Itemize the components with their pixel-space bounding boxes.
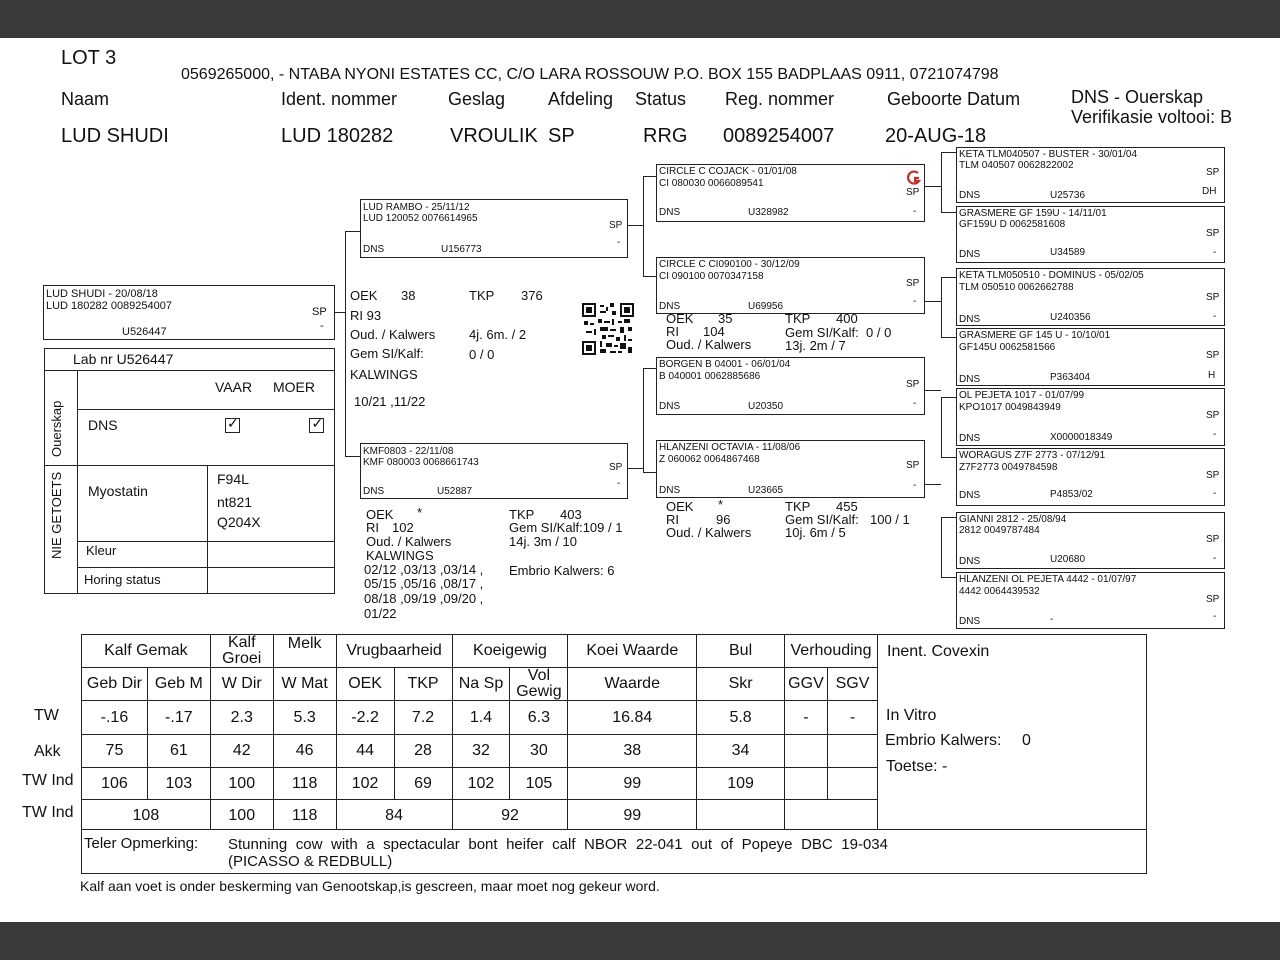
gp-dns: DNS bbox=[659, 401, 681, 412]
gp-sp: SP bbox=[906, 379, 920, 390]
row-label-twind-2: TW Ind bbox=[22, 804, 74, 821]
ggp-code: P363404 bbox=[1050, 372, 1091, 383]
gp4-oek-label: OEK bbox=[666, 499, 694, 514]
ggp-code: U20680 bbox=[1050, 554, 1086, 565]
table-cell: 106 bbox=[82, 768, 148, 800]
table-cell: 5.3 bbox=[273, 701, 336, 735]
great-grandparent-box bbox=[956, 206, 1225, 263]
myostatin-label: Myostatin bbox=[88, 483, 148, 499]
dam-tkp: 403 bbox=[560, 507, 582, 522]
connector bbox=[345, 231, 360, 232]
table-cell: 30 bbox=[510, 735, 568, 768]
table-cell: 75 bbox=[82, 735, 148, 768]
table-cell: -2.2 bbox=[336, 701, 394, 735]
connector bbox=[628, 468, 643, 469]
teler-label: Teler Opmerking: bbox=[84, 835, 199, 852]
table-cell: - bbox=[784, 701, 827, 735]
connector bbox=[925, 301, 941, 302]
gp-dash: - bbox=[913, 398, 917, 409]
label-afdeling: Afdeling bbox=[548, 89, 614, 109]
in-vitro-text: In Vitro bbox=[886, 707, 937, 724]
animal-id: LUD 180282 0089254007 bbox=[46, 300, 173, 312]
sire-box bbox=[360, 199, 628, 258]
sire-oud-label: Oud. / Kalwers bbox=[350, 327, 436, 342]
ggp-sp: SP bbox=[1206, 167, 1220, 178]
gp4-gem-label: Gem SI/Kalf: bbox=[785, 512, 859, 527]
gp2-ri: 104 bbox=[703, 324, 725, 339]
great-grandparent-box bbox=[956, 328, 1225, 386]
table-cell: 5.8 bbox=[697, 701, 785, 735]
ggp-id: 2812 0049787484 bbox=[959, 525, 1040, 536]
col-tkp: TKP bbox=[394, 668, 452, 701]
connector bbox=[941, 277, 956, 278]
bottom-bar bbox=[0, 922, 1280, 960]
sire-gem: 0 / 0 bbox=[469, 347, 495, 362]
table-cell: 100 bbox=[210, 800, 273, 832]
connector bbox=[643, 472, 656, 473]
col-waarde: Waarde bbox=[568, 668, 697, 701]
connector bbox=[925, 186, 941, 187]
table-cell: 118 bbox=[273, 800, 336, 832]
col-na-sp: Na Sp bbox=[452, 668, 510, 701]
ebv-table bbox=[81, 634, 878, 832]
connector bbox=[941, 212, 956, 213]
row-label-tw: TW bbox=[34, 707, 59, 724]
gp4-tkp: 455 bbox=[836, 499, 858, 514]
owner-line: 0569265000, - NTABA NYONI ESTATES CC, C/O LARA ROSSOUW P.O. BOX 155 BADPLAAS 0911, 0721074798 bbox=[181, 66, 999, 83]
dam-tkp-label: TKP bbox=[509, 507, 535, 522]
table-cell: 92 bbox=[452, 800, 568, 832]
sire-code: U156773 bbox=[441, 244, 482, 255]
sire-sp: SP bbox=[609, 220, 623, 231]
gp2-gem: 0 / 0 bbox=[866, 325, 892, 340]
table-cell: 7.2 bbox=[394, 701, 452, 735]
ggp-dns: DNS bbox=[959, 616, 981, 627]
connector bbox=[345, 456, 360, 457]
side-panel bbox=[877, 634, 1147, 830]
sire-kalw-dates: 10/21 ,11/22 bbox=[354, 394, 426, 409]
table-cell: 69 bbox=[394, 768, 452, 800]
gp-title: CIRCLE C COJACK - 01/01/08 bbox=[659, 166, 797, 177]
ggp-tag: DH bbox=[1202, 186, 1217, 197]
table-cell: 28 bbox=[394, 735, 452, 768]
col-vol-gewig: Vol Gewig bbox=[510, 668, 568, 701]
group-verhouding: Verhouding bbox=[784, 635, 877, 668]
group-kalf-groei: Kalf Groei bbox=[210, 635, 273, 668]
connector bbox=[941, 152, 942, 212]
sire-id: LUD 120052 0076614965 bbox=[363, 213, 478, 224]
footer-note: Kalf aan voet is onder beskerming van Genootskap,is gescreen, maar moet nog gekeur word. bbox=[80, 878, 660, 894]
gp4-oud: 10j. 6m / 5 bbox=[785, 525, 846, 540]
row-label-akk: Akk bbox=[34, 743, 61, 760]
ggp-tag: H bbox=[1208, 370, 1216, 381]
ggp-code: X0000018349 bbox=[1050, 432, 1113, 443]
animal-sp: SP bbox=[312, 306, 327, 318]
col-oek: OEK bbox=[336, 668, 394, 701]
value-ident: LUD 180282 bbox=[281, 125, 394, 147]
gp-title: HLANZENI OCTAVIA - 11/08/06 bbox=[659, 442, 801, 453]
top-bar bbox=[0, 0, 1280, 38]
dam-id: KMF 080003 0068661743 bbox=[363, 457, 479, 468]
table-cell: 1.4 bbox=[452, 701, 510, 735]
gp-sp: SP bbox=[906, 278, 920, 289]
connector bbox=[941, 397, 956, 398]
ggp-sp: SP bbox=[1206, 410, 1220, 421]
myo-value-2: nt821 bbox=[217, 494, 253, 510]
gp-code: U23665 bbox=[748, 485, 784, 496]
col-w-dir: W Dir bbox=[210, 668, 273, 701]
ggp-tag: - bbox=[1213, 311, 1217, 322]
table-cell: 99 bbox=[568, 768, 697, 800]
label-status: Status bbox=[635, 89, 687, 109]
gp-dash: - bbox=[913, 206, 917, 217]
table-cell: 118 bbox=[273, 768, 336, 800]
ggp-code: U240356 bbox=[1050, 312, 1091, 323]
dam-code: U52887 bbox=[437, 486, 473, 497]
ggp-id: GF145U 0062581566 bbox=[959, 342, 1056, 353]
teler-row bbox=[81, 829, 1147, 874]
label-geslag: Geslag bbox=[448, 89, 506, 109]
ggp-title: KETA TLM040507 - BUSTER - 30/01/04 bbox=[959, 149, 1138, 160]
connector bbox=[643, 368, 656, 369]
sire-tkp-label: TKP bbox=[469, 288, 495, 303]
ggp-code: U25736 bbox=[1050, 190, 1086, 201]
myo-value-3: Q204X bbox=[217, 514, 261, 530]
value-reg: 0089254007 bbox=[723, 125, 835, 147]
gp4-oud-label: Oud. / Kalwers bbox=[666, 525, 752, 540]
group-vrugbaarheid: Vrugbaarheid bbox=[336, 635, 452, 668]
table-cell: 34 bbox=[697, 735, 785, 768]
sire-title: LUD RAMBO - 25/11/12 bbox=[363, 202, 470, 213]
great-grandparent-box bbox=[956, 147, 1225, 203]
group-koei-waarde: Koei Waarde bbox=[568, 635, 697, 668]
value-afdeling: SP bbox=[548, 125, 575, 147]
gp2-ri-label: RI bbox=[666, 324, 679, 339]
ggp-tag: - bbox=[1213, 429, 1217, 440]
connector bbox=[334, 312, 345, 313]
gp-dns: DNS bbox=[659, 485, 681, 496]
ggp-id: Z7F2773 0049784598 bbox=[959, 462, 1058, 473]
sire-ri: RI 93 bbox=[350, 308, 382, 323]
ggp-dns: DNS bbox=[959, 314, 981, 325]
connector bbox=[628, 225, 643, 226]
col-geb-m: Geb M bbox=[147, 668, 210, 701]
animal-dash: - bbox=[320, 320, 324, 332]
gp2-tkp: 400 bbox=[836, 311, 858, 326]
dam-ri-label: RI bbox=[366, 520, 379, 535]
table-row-twind bbox=[82, 768, 878, 800]
dam-kalwings: KALWINGS bbox=[366, 548, 434, 563]
ggp-dns: DNS bbox=[959, 490, 981, 501]
connector bbox=[643, 176, 644, 276]
connector bbox=[941, 397, 942, 457]
qr-code-icon bbox=[582, 303, 634, 355]
gp4-ri: 96 bbox=[716, 512, 731, 527]
gp2-oek-label: OEK bbox=[666, 311, 694, 326]
table-row-twind-summary bbox=[82, 800, 878, 832]
table-cell: 108 bbox=[82, 800, 211, 832]
gp2-gem-label: Gem SI/Kalf: bbox=[785, 325, 859, 340]
dam-oud-value: 14j. 3m / 10 bbox=[509, 534, 577, 549]
ggp-title: KETA TLM050510 - DOMINUS - 05/02/05 bbox=[959, 270, 1144, 281]
dam-embrio: Embrio Kalwers: 6 bbox=[509, 563, 615, 578]
dam-dns: DNS bbox=[363, 486, 385, 497]
vaar-check-icon bbox=[225, 418, 240, 433]
table-cell: - bbox=[827, 701, 877, 735]
table-cell: 102 bbox=[452, 768, 510, 800]
label-naam: Naam bbox=[61, 89, 110, 109]
animal-title: LUD SHUDI - 20/08/18 bbox=[46, 288, 158, 300]
great-grandparent-box bbox=[956, 268, 1225, 326]
group-koeigewig: Koeigewig bbox=[452, 635, 568, 668]
dam-box bbox=[360, 443, 628, 499]
gp-dns: DNS bbox=[659, 207, 681, 218]
table-cell: 44 bbox=[336, 735, 394, 768]
connector bbox=[345, 231, 346, 456]
gp-code: U328982 bbox=[748, 207, 789, 218]
dam-oud-label: Oud. / Kalwers bbox=[366, 534, 452, 549]
sire-dns: DNS bbox=[363, 244, 385, 255]
label-dns-ouerskap: DNS - Ouerskap bbox=[1071, 87, 1204, 107]
ggp-title: GRASMERE GF 159U - 14/11/01 bbox=[959, 208, 1107, 219]
moer-check-icon bbox=[309, 418, 324, 433]
ggp-dns: DNS bbox=[959, 433, 981, 444]
connector bbox=[941, 337, 956, 338]
label-geboorte: Geboorte Datum bbox=[887, 89, 1021, 109]
gp-dash: - bbox=[913, 296, 917, 307]
gp4-tkp-label: TKP bbox=[785, 499, 811, 514]
table-cell bbox=[784, 735, 827, 768]
connector bbox=[941, 577, 956, 578]
ggp-sp: SP bbox=[1206, 228, 1220, 239]
ggp-id: GF159U D 0062581608 bbox=[959, 219, 1066, 230]
dns-label: DNS bbox=[88, 417, 118, 433]
table-cell bbox=[784, 800, 877, 832]
ggp-sp: SP bbox=[1206, 594, 1220, 605]
table-cell: 61 bbox=[147, 735, 210, 768]
ggp-id: TLM 040507 0062822002 bbox=[959, 160, 1074, 171]
dam-sp: SP bbox=[609, 462, 623, 473]
ggp-tag: - bbox=[1213, 247, 1217, 258]
table-cell: 2.3 bbox=[210, 701, 273, 735]
value-geslag: VROULIK bbox=[450, 125, 538, 147]
dam-dates-1: 02/12 ,03/13 ,03/14 , bbox=[364, 562, 484, 577]
ggp-id: TLM 050510 0062662788 bbox=[959, 282, 1074, 293]
nie-getoets-label: NIE GETOETS bbox=[49, 471, 64, 559]
grandparent-box bbox=[656, 357, 925, 415]
sire-gem-label: Gem SI/Kalf: bbox=[350, 346, 424, 361]
dam-dates-4: 01/22 bbox=[364, 606, 397, 621]
gp-id: Z 060062 0064867468 bbox=[659, 454, 760, 465]
col-geb-dir: Geb Dir bbox=[82, 668, 148, 701]
table-cell: 42 bbox=[210, 735, 273, 768]
grandparent-box bbox=[656, 440, 925, 498]
group-melk: Melk bbox=[273, 635, 336, 668]
gp4-oek: * bbox=[718, 497, 724, 512]
ggp-title: HLANZENI OL PEJETA 4442 - 01/07/97 bbox=[959, 574, 1137, 585]
table-cell: -.16 bbox=[82, 701, 148, 735]
horing-label: Horing status bbox=[84, 572, 161, 587]
dam-title: KMF0803 - 22/11/08 bbox=[363, 446, 454, 457]
lab-number: Lab nr U526447 bbox=[73, 351, 174, 367]
connector bbox=[643, 276, 656, 277]
gp-code: U69956 bbox=[748, 301, 784, 312]
breed-logo-icon bbox=[906, 170, 922, 186]
sire-oud: 4j. 6m. / 2 bbox=[469, 327, 527, 342]
table-cell: 99 bbox=[568, 800, 697, 832]
great-grandparent-box bbox=[956, 512, 1225, 569]
ggp-code: U34589 bbox=[1050, 247, 1086, 258]
dam-dates-2: 05/15 ,05/16 ,08/17 , bbox=[364, 576, 484, 591]
table-cell: 103 bbox=[147, 768, 210, 800]
gp-dns: DNS bbox=[659, 301, 681, 312]
table-cell bbox=[697, 800, 785, 832]
ggp-id: KPO1017 0049843949 bbox=[959, 402, 1061, 413]
row-label-twind: TW Ind bbox=[22, 772, 74, 789]
ggp-title: GIANNI 2812 - 25/08/94 bbox=[959, 514, 1067, 525]
ggp-tag: - bbox=[1213, 611, 1217, 622]
table-cell: 16.84 bbox=[568, 701, 697, 735]
table-cell: -.17 bbox=[147, 701, 210, 735]
gp2-oek: 35 bbox=[718, 311, 733, 326]
ggp-code: P4853/02 bbox=[1050, 489, 1093, 500]
dam-dash: - bbox=[617, 478, 621, 489]
connector bbox=[925, 484, 941, 485]
table-cell bbox=[784, 768, 827, 800]
value-status: RRG bbox=[643, 125, 688, 147]
col-w-mat: W Mat bbox=[273, 668, 336, 701]
gp-dash: - bbox=[913, 480, 917, 491]
grandparent-box bbox=[656, 257, 925, 314]
table-cell: 46 bbox=[273, 735, 336, 768]
ggp-dns: DNS bbox=[959, 556, 981, 567]
great-grandparent-box bbox=[956, 448, 1225, 506]
ggp-title: OL PEJETA 1017 - 01/07/99 bbox=[959, 390, 1085, 401]
ggp-sp: SP bbox=[1206, 470, 1220, 481]
dam-dates-3: 08/18 ,09/19 ,09/20 , bbox=[364, 591, 484, 606]
animal-code: U526447 bbox=[122, 326, 167, 338]
ggp-sp: SP bbox=[1206, 350, 1220, 361]
table-cell: 109 bbox=[697, 768, 785, 800]
gp2-oud: 13j. 2m / 7 bbox=[785, 338, 846, 353]
teler-text: Stunning cow with a spectacular bont heifer calf NBOR 22-041 out of Popeye DBC 19-034 (PICASSO & REDBULL) bbox=[228, 836, 888, 870]
connector bbox=[941, 277, 942, 337]
sire-oek: 38 bbox=[401, 288, 416, 303]
animal-box bbox=[43, 285, 335, 340]
table-cell: 6.3 bbox=[510, 701, 568, 735]
myo-value-1: F94L bbox=[217, 471, 249, 487]
table-cell bbox=[827, 768, 877, 800]
col-skr: Skr bbox=[697, 668, 785, 701]
table-cell bbox=[827, 735, 877, 768]
ggp-title: WORAGUS Z7F 2773 - 07/12/91 bbox=[959, 450, 1106, 461]
connector bbox=[941, 152, 956, 153]
embrio-label: Embrio Kalwers: bbox=[885, 732, 1002, 749]
ggp-sp: SP bbox=[1206, 292, 1220, 303]
great-grandparent-box bbox=[956, 572, 1225, 629]
label-ident: Ident. nommer bbox=[281, 89, 398, 109]
dam-oek: * bbox=[417, 505, 423, 520]
gp-id: CI 090100 0070347158 bbox=[659, 271, 764, 282]
embrio-value: 0 bbox=[1022, 732, 1031, 749]
connector bbox=[941, 517, 956, 518]
ouerskap-label: Ouerskap bbox=[49, 400, 64, 457]
table-cell: 105 bbox=[510, 768, 568, 800]
ggp-dns: DNS bbox=[959, 190, 981, 201]
ggp-id: 4442 0064439532 bbox=[959, 586, 1040, 597]
gp2-oud-label: Oud. / Kalwers bbox=[666, 337, 752, 352]
connector bbox=[643, 176, 656, 177]
ggp-tag: - bbox=[1213, 553, 1217, 564]
kleur-label: Kleur bbox=[86, 543, 117, 558]
connector bbox=[941, 457, 956, 458]
sire-oek-label: OEK bbox=[350, 288, 378, 303]
col-ggv: GGV bbox=[784, 668, 827, 701]
gp4-gem: 100 / 1 bbox=[870, 512, 910, 527]
connector bbox=[643, 368, 644, 472]
dna-panel bbox=[44, 348, 335, 594]
col-sgv: SGV bbox=[827, 668, 877, 701]
lot-number: LOT 3 bbox=[61, 47, 117, 69]
table-cell: 100 bbox=[210, 768, 273, 800]
vaar-label: VAAR bbox=[215, 379, 253, 395]
sire-tkp: 376 bbox=[521, 288, 543, 303]
table-cell: 38 bbox=[568, 735, 697, 768]
gp4-ri-label: RI bbox=[666, 512, 679, 527]
dam-ri: 102 bbox=[392, 520, 414, 535]
table-cell: 32 bbox=[452, 735, 510, 768]
gp-id: CI 080030 0066089541 bbox=[659, 178, 764, 189]
ggp-title: GRASMERE GF 145 U - 10/10/01 bbox=[959, 330, 1111, 341]
toetse-text: Toetse: - bbox=[886, 758, 948, 775]
group-bul: Bul bbox=[697, 635, 785, 668]
gp2-tkp-label: TKP bbox=[785, 311, 811, 326]
ggp-tag: - bbox=[1213, 488, 1217, 499]
value-naam: LUD SHUDI bbox=[61, 125, 169, 147]
table-row-akk bbox=[82, 735, 878, 768]
great-grandparent-box bbox=[956, 388, 1225, 446]
moer-label: MOER bbox=[273, 379, 315, 395]
gp-title: BORGEN B 04001 - 06/01/04 bbox=[659, 359, 791, 370]
label-reg: Reg. nommer bbox=[725, 89, 835, 109]
connector bbox=[925, 390, 941, 391]
ggp-dns: DNS bbox=[959, 374, 981, 385]
gp-sp: SP bbox=[906, 460, 920, 471]
table-cell: 102 bbox=[336, 768, 394, 800]
grandparent-box bbox=[656, 164, 925, 222]
ggp-code: - bbox=[1050, 614, 1054, 625]
value-geboorte: 20-AUG-18 bbox=[885, 125, 987, 147]
ggp-dns: DNS bbox=[959, 249, 981, 260]
sire-dash: - bbox=[617, 237, 621, 248]
gp-id: B 040001 0062885686 bbox=[659, 371, 761, 382]
ggp-sp: SP bbox=[1206, 534, 1220, 545]
table-cell: 84 bbox=[336, 800, 452, 832]
dam-gem: Gem SI/Kalf:109 / 1 bbox=[509, 520, 623, 535]
sire-kalwings: KALWINGS bbox=[350, 367, 418, 382]
gp-code: U20350 bbox=[748, 401, 784, 412]
inent-text: Inent. Covexin bbox=[887, 643, 990, 660]
gp-title: CIRCLE C CI090100 - 30/12/09 bbox=[659, 259, 800, 270]
label-verifikasie: Verifikasie voltooi: B bbox=[1071, 107, 1233, 127]
table-row-tw bbox=[82, 701, 878, 735]
connector bbox=[941, 517, 942, 577]
gp-sp: SP bbox=[906, 187, 920, 198]
dam-oek-label: OEK bbox=[366, 507, 394, 522]
group-kalf-gemak: Kalf Gemak bbox=[82, 635, 211, 668]
